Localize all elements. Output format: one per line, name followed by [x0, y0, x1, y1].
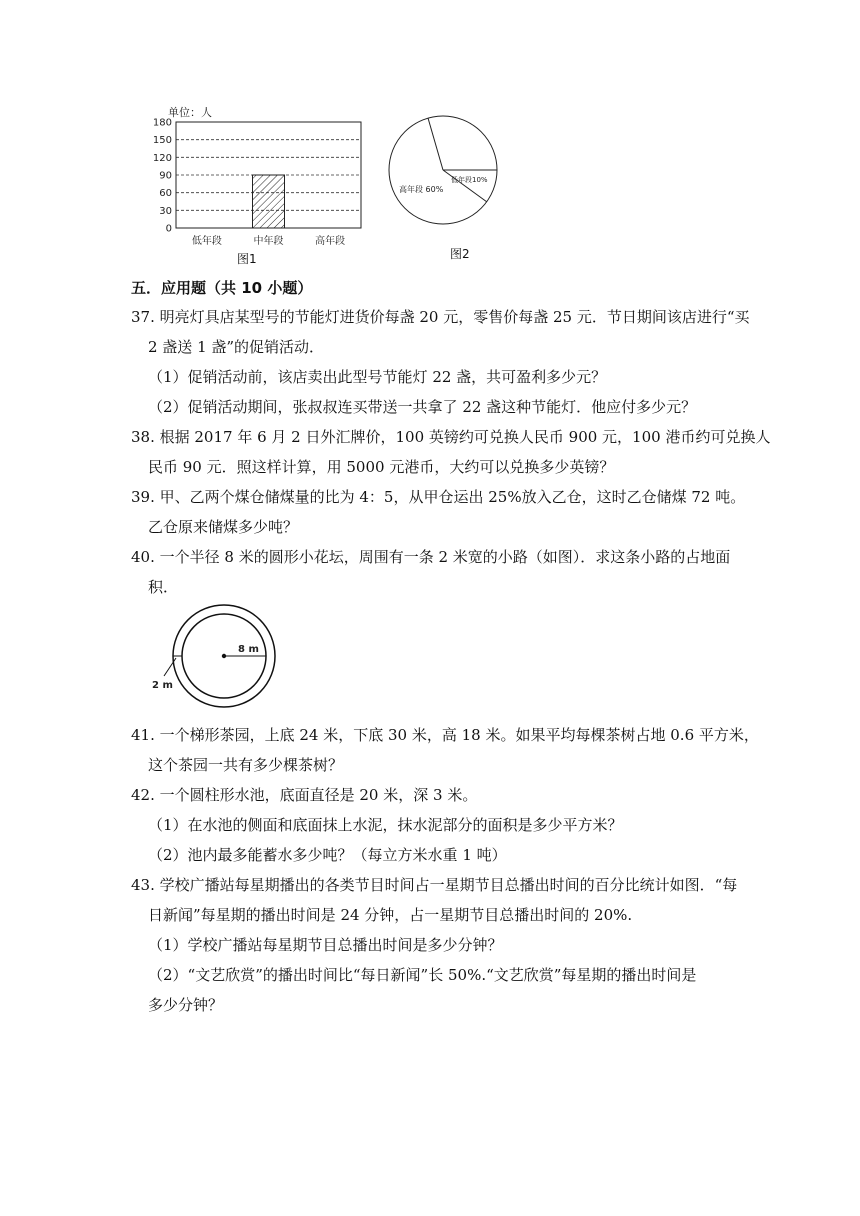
y-tick-label: 60 [159, 188, 172, 200]
figure2-caption: 图2 [450, 247, 470, 261]
x-tick-label: 高年段 [315, 236, 346, 247]
radius-label: 8 m [238, 644, 259, 655]
ring-path-diagram [148, 604, 288, 710]
problem-42-sub1: （1）在水池的侧面和底面抹上水泥，抹水泥部分的面积是多少平方米？ [148, 816, 623, 834]
problem-43-sub2-cont: 多少分钟？ [148, 996, 224, 1014]
pie-slice-divider [428, 118, 443, 170]
section-title: 五．应用题（共 10 小题） [131, 279, 313, 297]
x-tick-label: 中年段 [253, 236, 284, 247]
problem-37-sub1: （1）促销活动前，该店卖出此型号节能灯 22 盏，共可盈利多少元？ [148, 368, 607, 386]
problem-39-line1: 39. 甲、乙两个煤仓储煤量的比为 4：5，从甲仓运出 25%放入乙仓，这时乙仓储煤 72 吨。 [131, 488, 746, 506]
problem-43-sub2: （2）“文艺欣赏”的播出时间比“每日新闻”长 50%.“文艺欣赏”每星期的播出时间是 [148, 966, 697, 984]
x-tick-label: 低年段 [191, 236, 222, 247]
bar-1 [253, 175, 285, 228]
problem-40-line2: 积． [148, 578, 179, 596]
problem-42-line1: 42. 一个圆柱形水池，底面直径是 20 米，深 3 米。 [131, 786, 478, 804]
problem-38-line1: 38. 根据 2017 年 6 月 2 日外汇牌价，100 英镑约可兑换人民币 900 元，100 港币约可兑换人 [131, 428, 771, 446]
chart-bars [253, 175, 285, 228]
y-tick-label: 180 [152, 117, 172, 129]
bar-chart-figure1 [140, 100, 380, 270]
problem-37-line2: 2 盏送 1 盏”的促销活动． [148, 338, 325, 356]
problem-41-line2: 这个茶园一共有多少棵茶树？ [148, 756, 344, 774]
y-tick-label: 30 [159, 205, 172, 217]
pie-slice-divider [443, 170, 487, 202]
pie-label-low: 低年段10% [451, 176, 488, 184]
problem-37-sub2: （2）促销活动期间，张叔叔连买带送一共拿了 22 盏这种节能灯．他应付多少元？ [148, 398, 697, 416]
problem-38-line2: 民币 90 元．照这样计算，用 5000 元港币，大约可以兑换多少英镑？ [148, 458, 615, 476]
problem-43-line1: 43. 学校广播站每星期播出的各类节目时间占一星期节目总播出时间的百分比统计如图．“每 [131, 876, 738, 894]
path-width-label: 2 m [152, 680, 173, 691]
problem-37-line1: 37. 明亮灯具店某型号的节能灯进货价每盏 20 元，零售价每盏 25 元．节日期间该店进行“买 [131, 308, 750, 326]
pie-label-high: 高年段 60% [399, 185, 444, 194]
problem-39-line2: 乙仓原来储煤多少吨？ [148, 518, 299, 536]
y-tick-label: 150 [152, 135, 172, 147]
x-axis-labels [192, 234, 345, 247]
problem-43-line2: 日新闻”每星期的播出时间是 24 分钟，占一星期节目总播出时间的 20%. [148, 906, 633, 924]
problem-43-sub1: （1）学校广播站每星期节目总播出时间是多少分钟？ [148, 936, 503, 954]
y-tick-label: 120 [152, 152, 172, 164]
y-tick-label: 0 [165, 223, 172, 235]
figure1-caption: 图1 [237, 252, 257, 266]
y-axis-ticks [153, 118, 172, 235]
chart-unit-label: 单位：人 [168, 106, 212, 119]
pie-chart-figure2 [385, 112, 505, 232]
y-tick-label: 90 [159, 170, 172, 182]
problem-42-sub2: （2）池内最多能蓄水多少吨？（每立方米水重 1 吨） [148, 846, 507, 864]
problem-40-line1: 40. 一个半径 8 米的圆形小花坛，周围有一条 2 米宽的小路（如图）．求这条小路的占地面 [131, 548, 731, 566]
problem-41-line1: 41. 一个梯形茶园，上底 24 米，下底 30 米，高 18 米。如果平均每棵茶树占地 0.6 平方米， [131, 726, 759, 744]
